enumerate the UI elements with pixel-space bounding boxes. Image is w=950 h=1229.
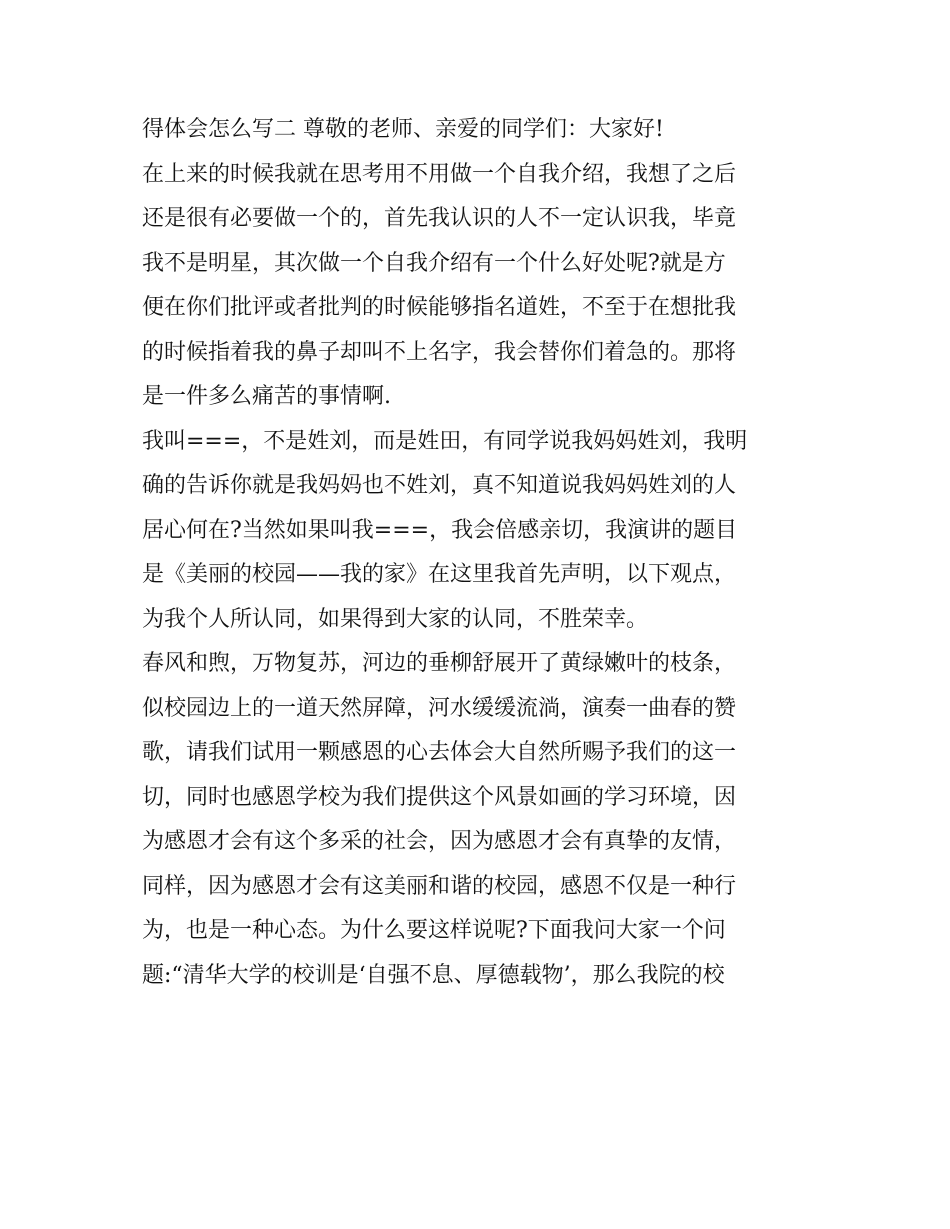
text-line: 居心何在?当然如果叫我===，我会倍感亲切，我演讲的题目 <box>142 517 738 543</box>
text-line: 是《美丽的校园——我的家》在这里我首先声明，以下观点， <box>142 562 737 587</box>
text-line: 在上来的时候我就在思考用不用做一个自我介绍，我想了之后 <box>142 161 737 187</box>
text-line: 得体会怎么写二 尊敬的老师、亲爱的同学们：大家好! <box>142 117 664 142</box>
text-line: 为我个人所认同，如果得到大家的认同，不胜荣幸。 <box>142 606 649 632</box>
text-line: 同样，因为感恩才会有这美丽和谐的校园，感恩不仅是一种行 <box>142 873 737 899</box>
text-line: 确的告诉你就是我妈妈也不姓刘，真不知道说我妈妈姓刘的人 <box>142 473 737 498</box>
text-line: 我叫===，不是姓刘，而是姓田，有同学说我妈妈姓刘，我明 <box>142 428 748 454</box>
text-line: 歌，请我们试用一颗感恩的心去体会大自然所赐予我们的这一 <box>142 740 737 765</box>
text-line: 是一件多么痛苦的事情啊. <box>142 384 391 409</box>
document-body <box>142 108 822 998</box>
text-line: 我不是明星，其次做一个自我介绍有一个什么好处呢?就是方 <box>142 250 726 276</box>
text-line: 春风和煦，万物复苏，河边的垂柳舒展开了黄绿嫩叶的枝条， <box>142 651 737 676</box>
text-line: 似校园边上的一道天然屏障，河水缓缓流淌，演奏一曲春的赞 <box>142 695 737 721</box>
text-line: 切，同时也感恩学校为我们提供这个风景如画的学习环境，因 <box>142 784 737 810</box>
text-line: 为，也是一种心态。为什么要这样说呢?下面我问大家一个问 <box>142 918 726 943</box>
text-line: 还是很有必要做一个的，首先我认识的人不一定认识我，毕竟 <box>142 206 737 231</box>
text-line: 题:“清华大学的校训是‘自强不息、厚德载物’，那么我院的校 <box>142 962 725 988</box>
text-line: 便在你们批评或者批判的时候能够指名道姓，不至于在想批我 <box>142 295 737 320</box>
text-line: 为感恩才会有这个多采的社会，因为感恩才会有真挚的友情， <box>142 829 737 854</box>
text-line: 的时候指着我的鼻子却叫不上名字，我会替你们着急的。那将 <box>142 339 737 365</box>
